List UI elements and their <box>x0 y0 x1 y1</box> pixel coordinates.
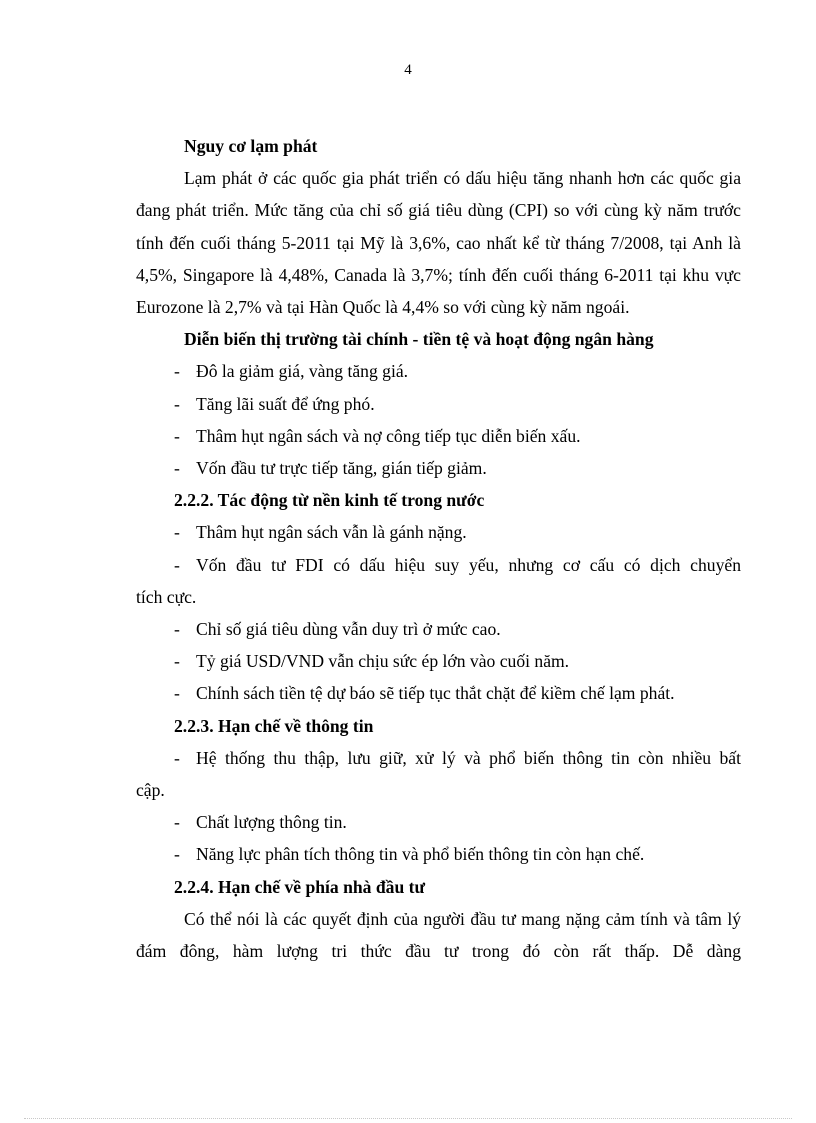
paragraph-inflation: Lạm phát ở các quốc gia phát triển có dấu hiệu tăng nhanh hơn các quốc gia đang phát triển. Mức tăng của chỉ số giá tiêu dùng (CPI) so với cùng kỳ năm trước tính đến cuối tháng 5-2011 tại Mỹ là 3,6%, cao nhất kể từ tháng 7/2008, tại Anh là 4,5%, Singapore là 4,48%, Canada là 3,7%; tính đến cuối tháng 6-2011 tại khu vực Eurozone là 2,7% và tại Hàn Quốc là 4,4% so với cùng kỳ năm ngoái. <box>136 168 741 318</box>
heading-domestic-economy: 2.2.2. Tác động từ nền kinh tế trong nước <box>174 490 485 511</box>
list-item <box>136 613 741 645</box>
page-bottom-divider <box>24 1118 792 1119</box>
list-item <box>136 549 741 581</box>
paragraph-investors: Có thể nói là các quyết định của người đầu tư mang nặng cảm tính và tâm lý đám đông, hàm lượng tri thức đầu tư trong đó còn rất thấp. Dễ dàng <box>136 908 741 962</box>
heading-financial-market: Diễn biến thị trường tài chính - tiền tệ và hoạt động ngân hàng <box>184 329 654 350</box>
bullet-dash: - <box>174 361 180 382</box>
bullet-dash: - <box>174 619 180 640</box>
document-body <box>136 130 741 967</box>
list-item-text: Chất lượng thông tin. <box>196 812 347 833</box>
bullet-dash: - <box>174 844 180 865</box>
list-item-text: Hệ thống thu thập, lưu giữ, xử lý và phổ biến thông tin còn nhiều bất <box>196 747 741 768</box>
list-item <box>136 355 741 387</box>
list-item <box>136 420 741 452</box>
list-item-text: Vốn đầu tư trực tiếp tăng, gián tiếp giảm. <box>196 458 487 479</box>
bullet-dash: - <box>174 651 180 672</box>
bullet-dash: - <box>174 458 180 479</box>
list-item <box>136 838 741 870</box>
bullet-dash: - <box>174 683 180 704</box>
list-item-text: Đô la giảm giá, vàng tăng giá. <box>196 361 409 382</box>
list-item-continuation: tích cực. <box>136 586 197 607</box>
list-item <box>136 742 741 774</box>
bullet-dash: - <box>174 425 180 446</box>
list-item-text: Năng lực phân tích thông tin và phổ biến thông tin còn hạn chế. <box>196 844 645 865</box>
list-item <box>136 516 741 548</box>
bullet-dash: - <box>174 554 180 575</box>
list-item-text: Chính sách tiền tệ dự báo sẽ tiếp tục thắt chặt để kiềm chế lạm phát. <box>196 683 675 704</box>
heading-inflation: Nguy cơ lạm phát <box>184 136 318 156</box>
list-item-text: Tăng lãi suất để ứng phó. <box>196 393 375 414</box>
list-item <box>136 452 741 484</box>
list-item-continuation: cập. <box>136 780 165 801</box>
bullet-dash: - <box>174 812 180 833</box>
list-item-text: Tỷ giá USD/VND vẫn chịu sức ép lớn vào cuối năm. <box>196 651 570 672</box>
list-item <box>136 677 741 709</box>
list-item <box>136 388 741 420</box>
list-item <box>136 645 741 677</box>
list-item <box>136 806 741 838</box>
list-item-text: Thâm hụt ngân sách và nợ công tiếp tục diễn biến xấu. <box>196 425 581 446</box>
list-item-text: Vốn đầu tư FDI có dấu hiệu suy yếu, nhưng cơ cấu có dịch chuyển <box>196 554 741 575</box>
list-item-text: Chỉ số giá tiêu dùng vẫn duy trì ở mức cao. <box>196 619 501 640</box>
heading-information-limits: 2.2.3. Hạn chế về thông tin <box>174 715 374 736</box>
heading-investor-limits: 2.2.4. Hạn chế về phía nhà đầu tư <box>174 876 426 897</box>
bullet-dash: - <box>174 393 180 414</box>
bullet-dash: - <box>174 747 180 768</box>
bullet-dash: - <box>174 522 180 543</box>
list-item-text: Thâm hụt ngân sách vẫn là gánh nặng. <box>196 522 467 543</box>
page-number: 4 <box>404 62 412 78</box>
